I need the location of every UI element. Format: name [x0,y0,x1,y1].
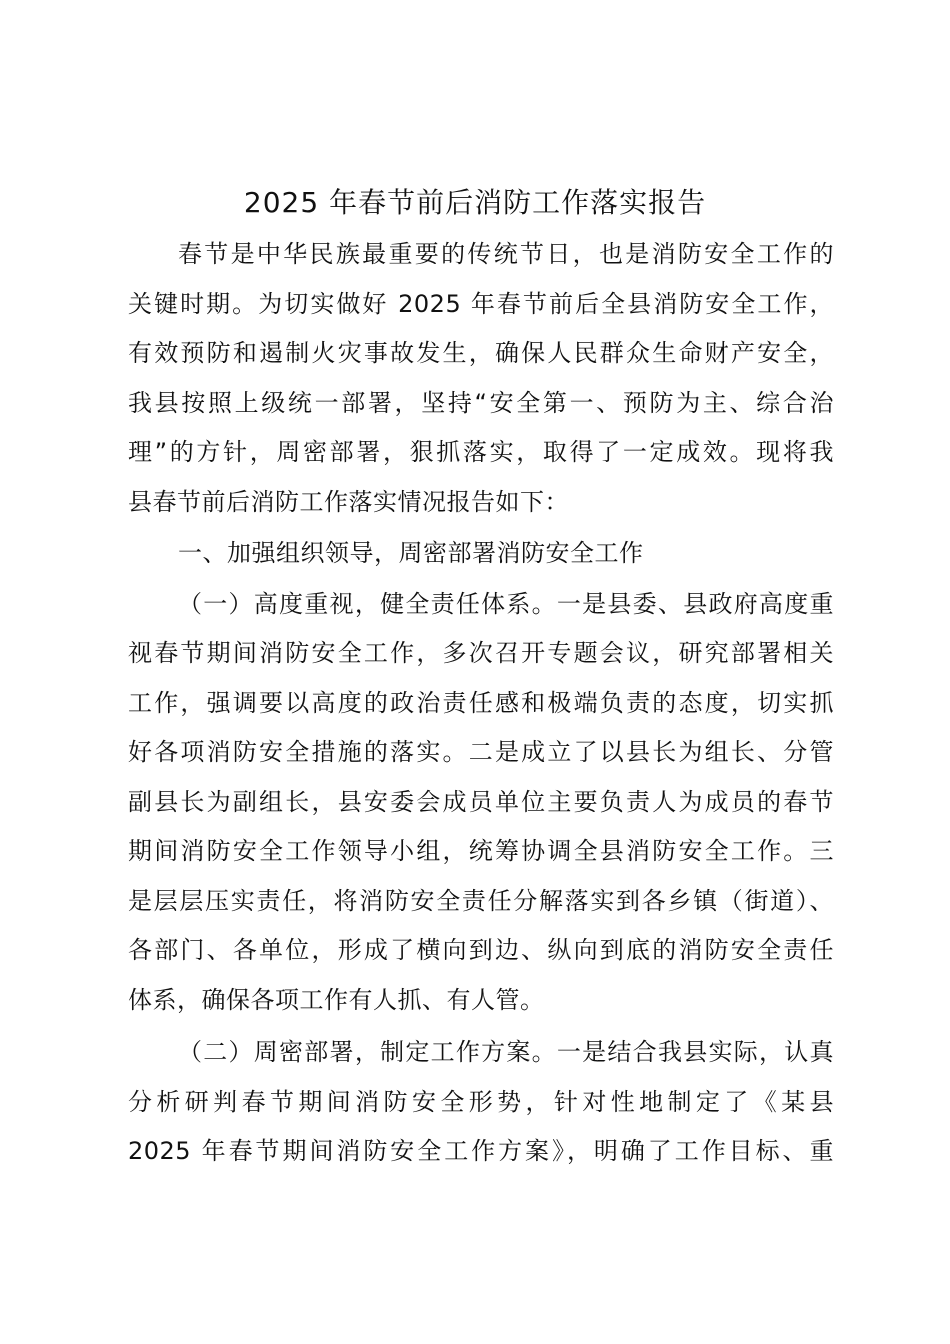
paragraph-line: 是层层压实责任，将消防安全责任分解落实到各乡镇（街道）、 [128,887,834,915]
paragraph-line: 分析研判春节期间消防安全形势，针对性地制定了《某县 [128,1088,834,1116]
document-title: 2025 年春节前后消防工作落实报告 [243,186,707,219]
section-heading: 一、加强组织领导，周密部署消防安全工作 [178,539,644,567]
paragraph-line: 好各项消防安全措施的落实。二是成立了以县长为组长、分管 [128,738,834,766]
paragraph-line: 理”的方针，周密部署，狠抓落实，取得了一定成效。现将我 [128,438,834,466]
paragraph-line: 期间消防安全工作领导小组，统筹协调全县消防安全工作。三 [128,837,834,865]
paragraph-line: 视春节期间消防安全工作，多次召开专题会议，研究部署相关 [128,639,834,667]
paragraph-line: 2025 年春节期间消防安全工作方案》，明确了工作目标、重 [128,1137,834,1165]
paragraph-line: 工作，强调要以高度的政治责任感和极端负责的态度，切实抓 [128,689,834,717]
paragraph-line: 县春节前后消防工作落实情况报告如下： [128,488,569,516]
paragraph-line: 关键时期。为切实做好 2025 年春节前后全县消防安全工作， [128,290,834,318]
paragraph-line: 有效预防和遏制火灾事故发生，确保人民群众生命财产安全， [128,339,834,367]
paragraph-line: 春节是中华民族最重要的传统节日，也是消防安全工作的 [178,240,834,268]
paragraph-line: （一）高度重视，健全责任体系。一是县委、县政府高度重 [178,590,834,618]
paragraph-line: 我县按照上级统一部署，坚持“安全第一、预防为主、综合治 [128,389,834,417]
paragraph-line: （二）周密部署，制定工作方案。一是结合我县实际，认真 [178,1038,834,1066]
paragraph-line: 各部门、各单位，形成了横向到边、纵向到底的消防安全责任 [128,936,834,964]
paragraph-line: 体系，确保各项工作有人抓、有人管。 [128,986,545,1014]
paragraph-line: 副县长为副组长，县安委会成员单位主要负责人为成员的春节 [128,788,834,816]
